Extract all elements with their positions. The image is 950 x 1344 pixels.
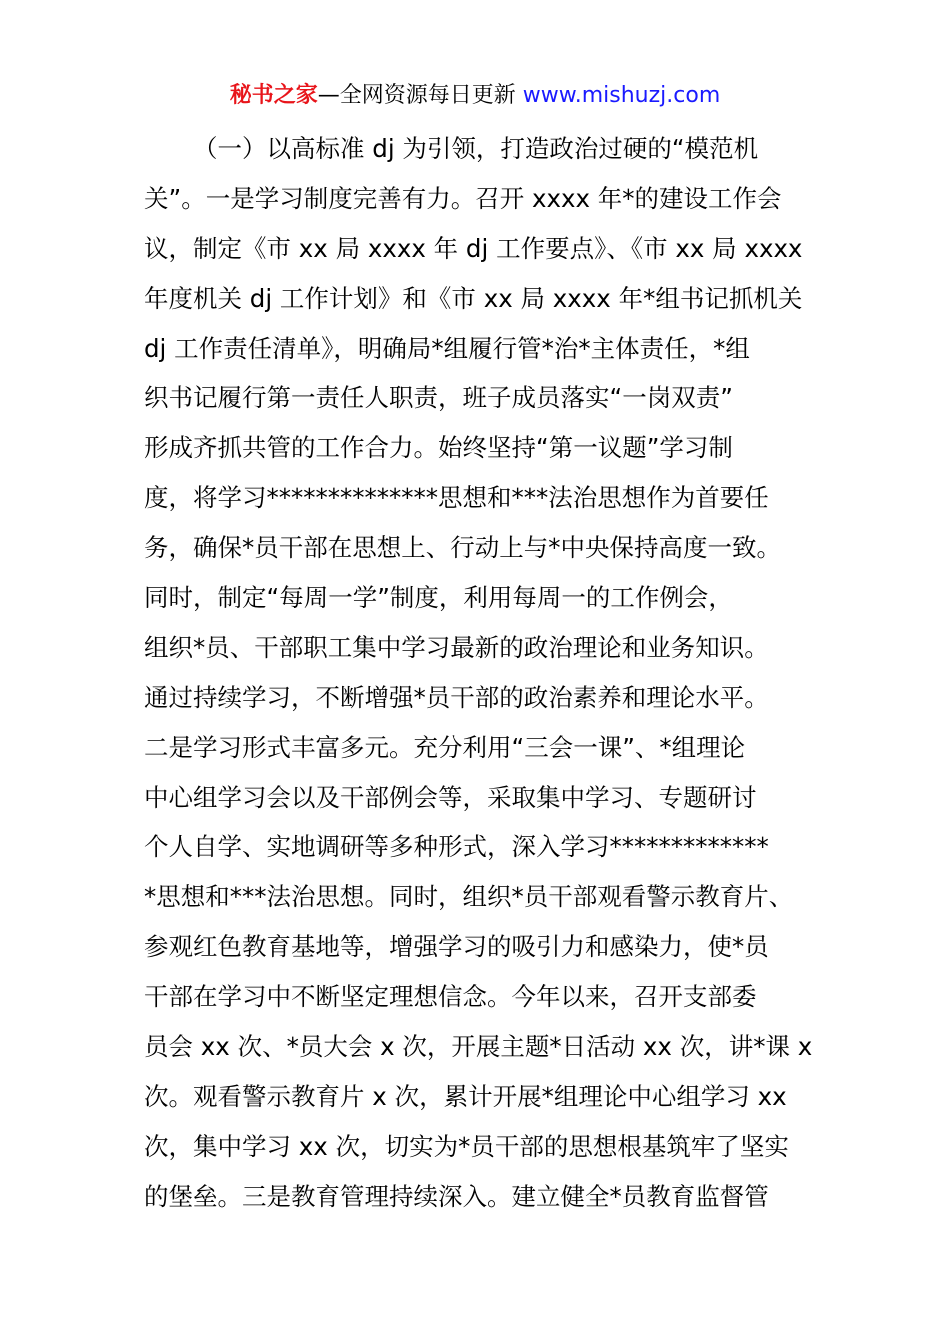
text-line: 通过持续学习，不断增强*员干部的政治素养和理论水平。 [144, 682, 769, 712]
text-line: 的堡垒。三是教育管理持续深入。建立健全*员教育监督管 [144, 1181, 769, 1211]
header-tagline: —全网资源每日更新 [317, 83, 523, 108]
text-line: 次，集中学习 xx 次，切实为*员干部的思想根基筑牢了坚实 [144, 1131, 789, 1161]
text-line: 参观红色教育基地等，增强学习的吸引力和感染力，使*员 [144, 932, 769, 962]
text-line: 关”。一是学习制度完善有力。召开 xxxx 年*的建设工作会 [144, 183, 782, 213]
text-line: 员会 xx 次、*员大会 x 次，开展主题*日活动 xx 次，讲*课 x [144, 1032, 813, 1062]
text-line: 二是学习形式丰富多元。充分利用“三会一课”、*组理论 [144, 732, 746, 762]
text-line: 务，确保*员干部在思想上、行动上与*中央保持高度一致。 [144, 533, 781, 563]
document-body [144, 124, 824, 1222]
text-line: 织书记履行第一责任人职责，班子成员落实“一岗双责” [144, 383, 733, 413]
text-line: 干部在学习中不断坚定理想信念。今年以来，召开支部委 [144, 982, 757, 1012]
text-line: 组织*员、干部职工集中学习最新的政治理论和业务知识。 [144, 632, 769, 662]
site-header [0, 80, 950, 112]
text-line: 形成齐抓共管的工作合力。始终坚持“第一议题”学习制 [144, 433, 733, 463]
brand-name: 秘书之家 [229, 83, 318, 108]
text-line: 个人自学、实地调研等多种形式，深入学习************* [144, 832, 769, 862]
text-line: 同时，制定“每周一学”制度，利用每周一的工作例会， [144, 583, 733, 613]
text-line: 议，制定《市 xx 局 xxxx 年 dj 工作要点》、《市 xx 局 xxxx [144, 233, 803, 263]
text-line: 度，将学习**************思想和***法治思想作为首要任 [144, 483, 769, 513]
text-line: 次。观看警示教育片 x 次，累计开展*组理论中心组学习 xx [144, 1081, 787, 1111]
text-line: dj 工作责任清单》，明确局*组履行管*治*主体责任，*组 [144, 333, 750, 363]
site-url-link[interactable]: www.mishuzj.com [522, 83, 721, 108]
text-line: *思想和***法治思想。同时，组织*员干部观看警示教育片、 [144, 882, 794, 912]
text-line: （一）以高标准 dj 为引领，打造政治过硬的“模范机 [193, 134, 759, 163]
text-line: 中心组学习会以及干部例会等，采取集中学习、专题研讨 [144, 782, 757, 812]
text-line: 年度机关 dj 工作计划》和《市 xx 局 xxxx 年*组书记抓机关 [144, 283, 803, 313]
